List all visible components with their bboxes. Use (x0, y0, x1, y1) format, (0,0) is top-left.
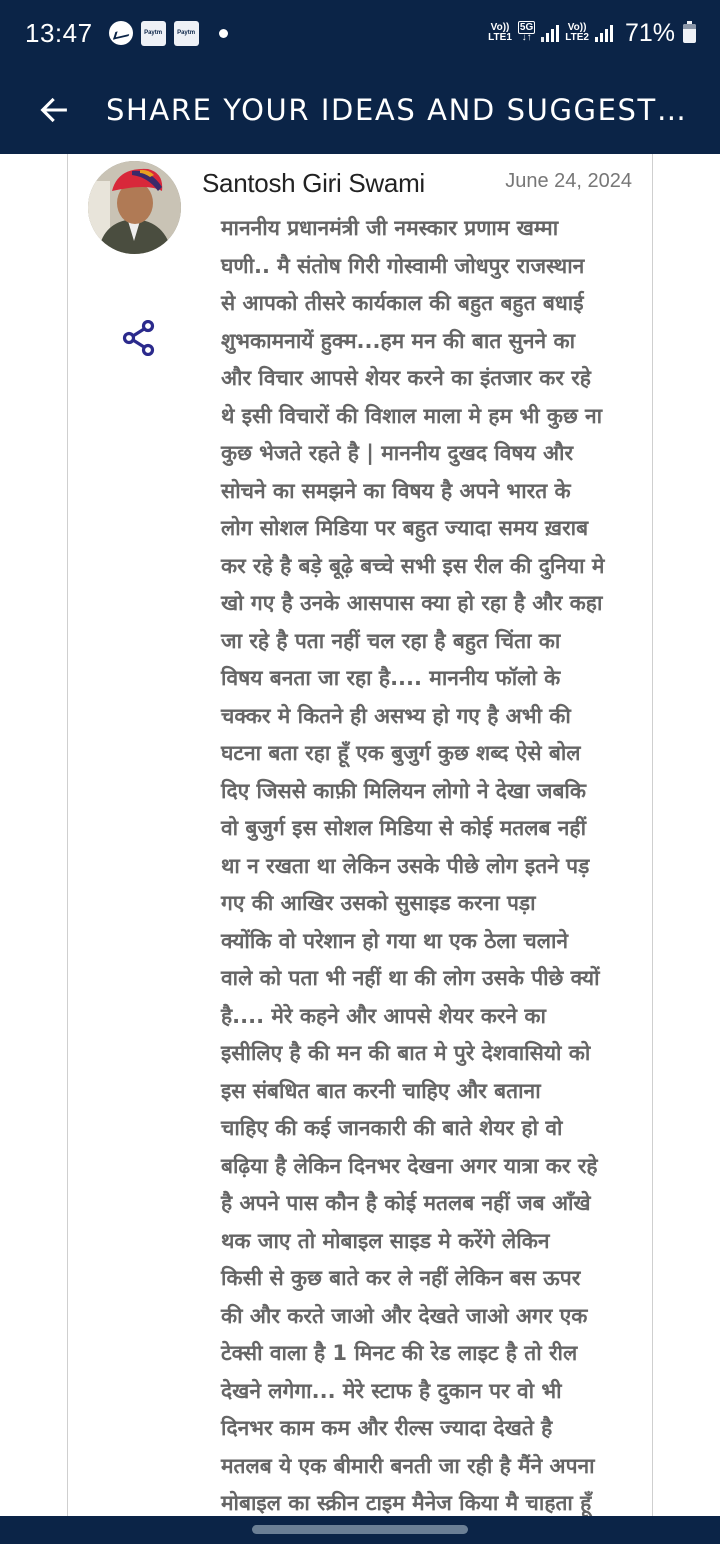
post-body-line: कर रहे है बड़े बूढ़े बच्चे सभी इस रील की दुनिया मे (221, 553, 605, 578)
app-bar (0, 66, 720, 154)
post-body-line: टेक्सी वाला है 1 मिनट की रेड लाइट है तो रील (221, 1341, 578, 1365)
post-body-line: थक जाए तो मोबाइल साइड मे करेंगे लेकिन (221, 1228, 550, 1253)
post-body-line: वो बुजुर्ग इस सोशल मिडिया से कोई मतलब नहीं (221, 816, 587, 840)
5g-icon (518, 23, 535, 43)
avatar[interactable] (88, 161, 181, 254)
post-body-line: मतलब ये एक बीमारी बनती जा रही है मैंने अपना (221, 1453, 595, 1478)
post-body-line: विषय बनता जा रहा है.... माननीय फॉलो के (221, 666, 561, 690)
author-name: Santosh Giri Swami (202, 168, 425, 198)
battery-percentage: 71% (624, 18, 675, 47)
volte-lte2-icon (565, 23, 589, 43)
volte-label: Vo)) (490, 22, 510, 33)
post-body-line: दिनभर काम कम और रील्स ज्यादा देखते है (221, 1416, 553, 1440)
post-body-line: वाले को पता भी नहीं था की लोग उसके पीछे क्यों (221, 966, 600, 990)
post-body-line: माननीय प्रधानमंत्री जी नमस्कार प्रणाम खम्मा (221, 216, 559, 240)
data-arrows-icon: ↓↑ (521, 32, 532, 43)
lte1-label: LTE1 (488, 32, 512, 43)
status-bar (0, 0, 720, 66)
post-body-line: दिए जिससे काफ़ी मिलियन लोगो ने देखा जबकि (221, 778, 587, 803)
post-body-line: थे इसी विचारों की विशाल माला मे हम भी कुछ ना (221, 403, 603, 428)
post-body-line: की और करते जाओ और देखते जाओ अगर एक (221, 1303, 588, 1328)
post-body-line: चाहिए की कई जानकारी की बाते शेयर हो वो (221, 1116, 563, 1140)
page-title: SHARE YOUR IDEAS AND SUGGEST… (106, 93, 688, 127)
avatar-image (88, 161, 181, 254)
share-button[interactable] (122, 320, 156, 356)
post-body-line: किसी से कुछ बाते कर ले नहीं लेकिन बस ऊपर (221, 1266, 581, 1290)
post-body-line: है.... मेरे कहने और आपसे शेयर करने का (221, 1003, 546, 1028)
post-body-line: जा रहे है पता नहीं चल रहा है बहुत चिंता का (221, 628, 561, 653)
post-body (221, 210, 641, 1516)
paytm-icon: Paytm (141, 21, 166, 46)
share-icon (122, 320, 156, 356)
lte2-label: LTE2 (565, 32, 589, 43)
post-body-line: से आपको तीसरे कार्यकाल की बहुत बहुत बधाई (221, 291, 584, 315)
status-right (488, 19, 696, 48)
post-body-line: सोचने का समझने का विषय है अपने भारत के (221, 478, 571, 503)
post-card (67, 154, 653, 1516)
post-body-line: है अपने पास कौन है कोई मतलब नहीं जब आँखे (221, 1191, 591, 1215)
post-body-line: घटना बता रहा हूँ एक बुजुर्ग कुछ शब्द ऐसे बोल (221, 741, 581, 765)
post-body-line: और विचार आपसे शेयर करने का इंतजार कर रहे (221, 366, 591, 390)
post-body-line: इसीलिए है की मन की बात मे पुरे देशवासियो को (221, 1041, 591, 1065)
post-body-line: कुछ भेजते रहते है | माननीय दुखद विषय और (221, 441, 574, 465)
paytm-icon: Paytm (174, 21, 199, 46)
status-left (25, 18, 228, 49)
messenger-icon (109, 21, 133, 45)
post-body-line: क्योंकि वो परेशान हो गया था एक ठेला चलाने (221, 928, 569, 953)
content-scroll[interactable] (0, 154, 720, 1516)
post-body-line: देखने लगेगा... मेरे स्टाफ है दुकान पर वो भी (221, 1378, 562, 1403)
volte-lte1-icon (488, 23, 512, 43)
network-label: 5G (519, 22, 534, 33)
post-body-line: खो गए है उनके आसपास क्या हो रहा है और कहा (221, 591, 603, 615)
post-body-line: मोबाइल का स्क्रीन टाइम मैनेज किया मै चाहता हूँ (221, 1491, 592, 1515)
signal-strength-icon (595, 24, 613, 42)
dot-icon (219, 29, 228, 38)
post-body-line: गए की आखिर उसको सुसाइड करना पड़ा (221, 891, 536, 915)
post-date: June 24, 2024 (505, 170, 632, 192)
post-body-line: चक्कर मे कितने ही असभ्य हो गए है अभी की (221, 703, 571, 728)
post-body-line: इस संबधित बात करनी चाहिए और बताना (221, 1078, 541, 1103)
signal-strength-icon (541, 24, 559, 42)
back-button[interactable] (24, 80, 84, 140)
battery-icon (683, 24, 696, 43)
post-body-line: बढ़िया है लेकिन दिनभर देखना अगर यात्रा कर रहे (221, 1153, 598, 1178)
volte-label: Vo)) (567, 22, 587, 33)
post-body-line: घणी.. मै संतोष गिरी गोस्वामी जोधपुर राजस्थान (221, 253, 585, 278)
post-body-line: था न रखता था लेकिन उसके पीछे लोग इतने पड़ (221, 853, 590, 878)
home-indicator[interactable] (252, 1525, 468, 1534)
post-body-line: शुभकामनायें हुक्म...हम मन की बात सुनने का (221, 328, 576, 353)
post-body-line: लोग सोशल मिडिया पर बहुत ज्यादा समय ख़राब (221, 516, 589, 540)
status-time: 13:47 (25, 17, 93, 48)
arrow-left-icon (37, 93, 71, 127)
system-nav-bar (0, 1516, 720, 1544)
